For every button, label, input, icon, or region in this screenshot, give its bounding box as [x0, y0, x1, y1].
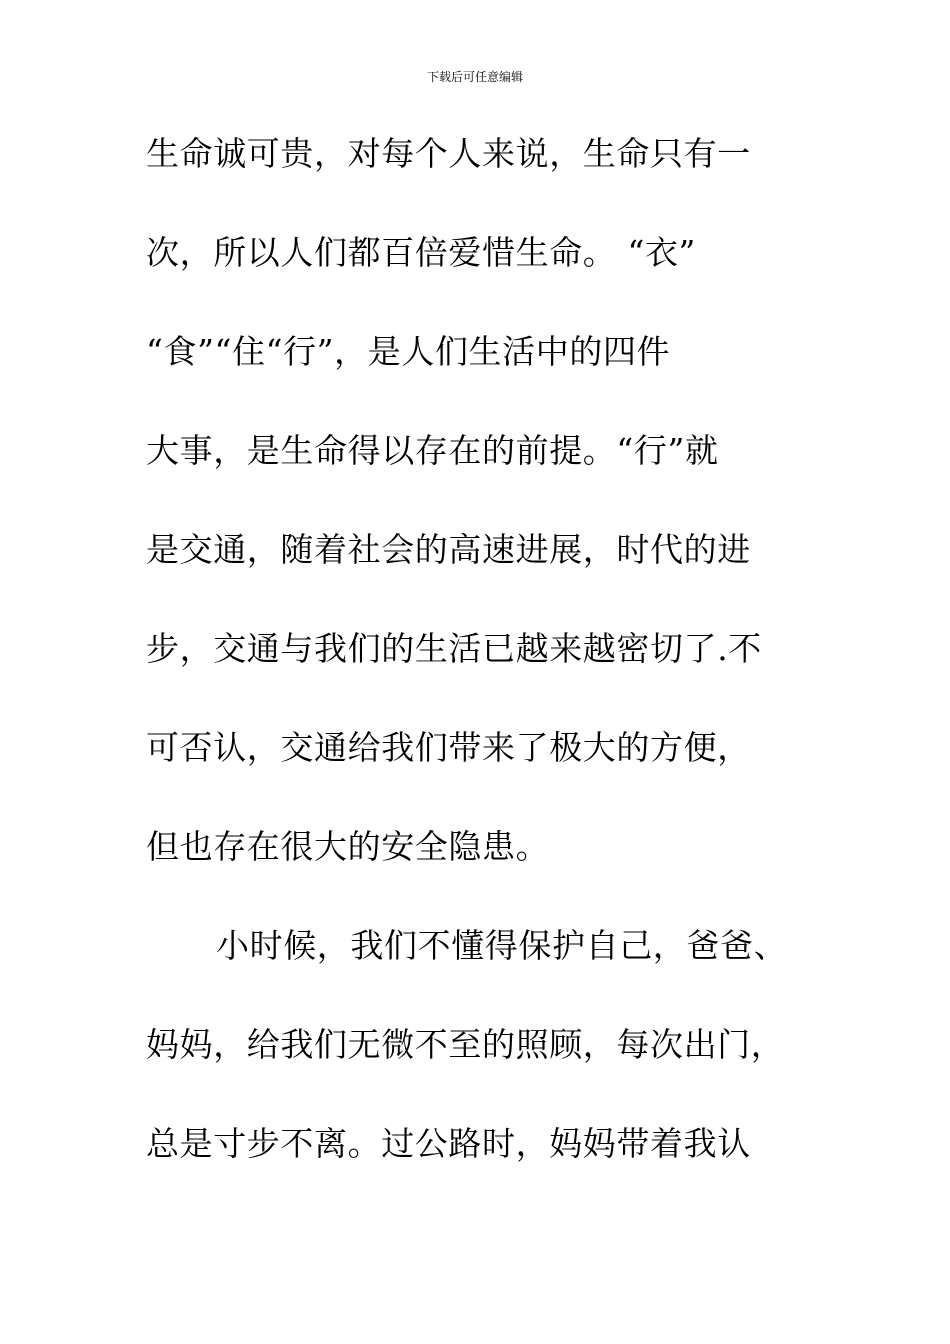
text-line: “食”“住“行”，是人们生活中的四件: [146, 332, 671, 371]
text-line: 大事，是生命得以存在的前提。“行”就: [146, 431, 719, 470]
text-line: 生命诚可贵，对每个人来说，生命只有一: [146, 134, 751, 173]
text-line: 是交通，随着社会的高速进展，时代的进: [146, 530, 751, 569]
page-header: 下载后可任意编辑: [426, 70, 523, 84]
document-body: [146, 126, 826, 1215]
text-line: 妈妈，给我们无微不至的照顾，每次出门，: [146, 1025, 785, 1064]
text-line: 可否认，交通给我们带来了极大的方便，: [146, 728, 751, 767]
paragraph-first-line: 小时候，我们不懂得保护自己，爸爸、: [216, 926, 788, 965]
text-line: 但也存在很大的安全隐患。: [146, 827, 550, 866]
text-line: 步，交通与我们的生活已越来越密切了.不: [146, 629, 762, 668]
text-line: 次，所以人们都百倍爱惜生命。 “衣”: [146, 233, 697, 272]
text-line: 总是寸步不离。过公路时，妈妈带着我认: [146, 1124, 751, 1163]
